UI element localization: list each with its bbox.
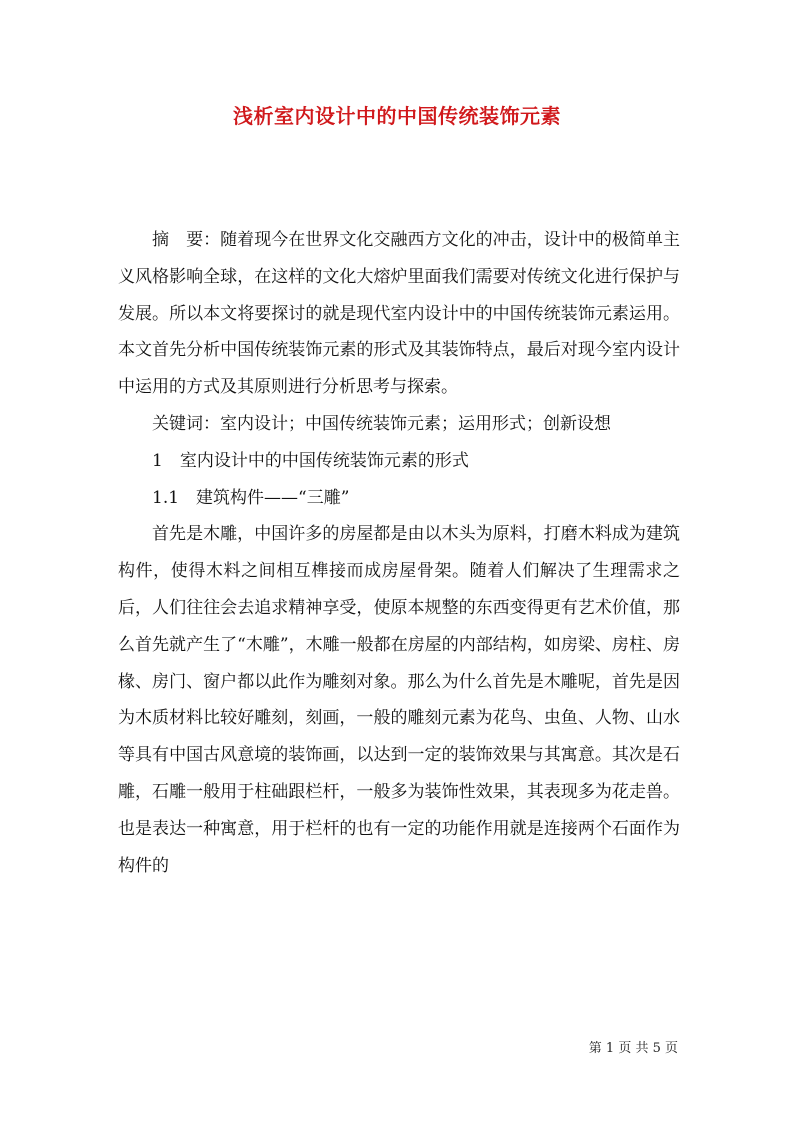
page-number: 第 1 页 共 5 页 bbox=[588, 1041, 678, 1056]
document-body bbox=[118, 222, 680, 884]
section-heading-1-1: 1.1 建筑构件——“三雕” bbox=[152, 487, 350, 508]
keywords-line: 关键词：室内设计；中国传统装饰元素；运用形式；创新设想 bbox=[152, 413, 611, 434]
body-paragraph: 首先是木雕，中国许多的房屋都是由以木头为原料，打磨木料成为建筑构件，使得木料之间相互榫接而成房屋骨架。随着人们解决了生理需求之后，人们往往会去追求精神享受，使原本规整的东西变得更有艺术价值，那么首先就产生了“木雕”，木雕一般都在房屋的内部结构，如房梁、房柱、房椽、房门、窗户都以此作为雕刻对象。那么为什么首先是木雕呢，首先是因为木质材料比较好雕刻，刻画，一般的雕刻元素为花鸟、虫鱼、人物、山水等具有中国古风意境的装饰画，以达到一定的装饰效果与其寓意。其次是石雕，石雕一般用于柱础跟栏杆，一般多为装饰性效果，其表现多为花走兽。也是表达一种寓意，用于栏杆的也有一定的功能作用就是连接两个石面作为构件的 bbox=[118, 524, 680, 876]
document-title: 浅析室内设计中的中国传统装饰元素 bbox=[233, 104, 561, 128]
section-heading-1: 1 室内设计中的中国传统装饰元素的形式 bbox=[152, 450, 469, 471]
abstract-paragraph: 摘 要：随着现今在世界文化交融西方文化的冲击，设计中的极简单主义风格影响全球，在这样的文化大熔炉里面我们需要对传统文化进行保护与发展。所以本文将要探讨的就是现代室内设计中的中国传统装饰元素运用。本文首先分析中国传统装饰元素的形式及其装饰特点，最后对现今室内设计中运用的方式及其原则进行分析思考与探索。 bbox=[118, 230, 680, 398]
